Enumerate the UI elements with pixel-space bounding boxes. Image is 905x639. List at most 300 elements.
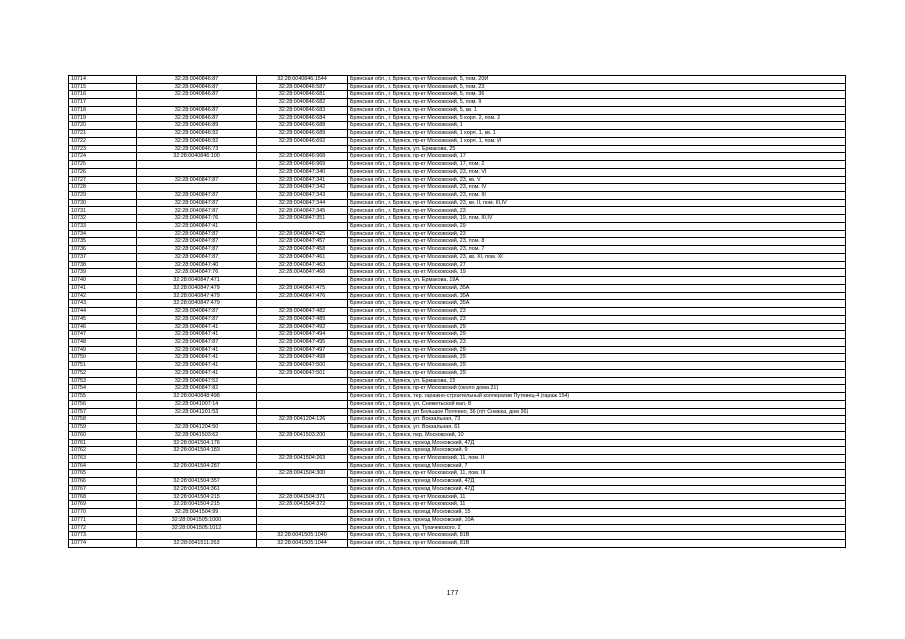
address-cell: Брянская обл., г. Брянск, пр-кт Московский, 5, пом. 20И [348,76,846,84]
table-row [69,509,846,517]
address-cell: Брянская обл., г. Брянск, ул. Вокзальная, 73 [348,416,846,424]
row-number-cell: 10766 [69,478,137,486]
table-row [69,176,846,184]
land-cadastral-number-cell: 32:28:0040847:479 [137,284,257,292]
land-cadastral-number-cell: 32:28:0041504:215 [137,501,257,509]
table-row [69,207,846,215]
row-number-cell: 10715 [69,83,137,91]
land-cadastral-number-cell: 32:28:0040847:41 [137,362,257,370]
object-cadastral-number-cell: 32:28:0040847:500 [257,362,348,370]
address-cell: Брянская обл., г. Брянск, тер. гаражно-строительный кооператив Путевец-4 (гараж 154) [348,393,846,401]
row-number-cell: 10727 [69,176,137,184]
table-row [69,331,846,339]
land-cadastral-number-cell: 32:28:0040847:76 [137,215,257,223]
object-cadastral-number-cell: 32:28:0041204:126 [257,416,348,424]
address-cell: Брянская обл., г. Брянск, пр-кт Московский, 23, пом. 8 [348,238,846,246]
land-cadastral-number-cell: 32:28:0041504:176 [137,439,257,447]
land-cadastral-number-cell [137,184,257,192]
land-cadastral-number-cell: 32:28:0040847:41 [137,222,257,230]
table-row [69,385,846,393]
table-row [69,161,846,169]
land-cadastral-number-cell: 32:28:0040846:87 [137,114,257,122]
land-cadastral-number-cell: 32:28:0040847:87 [137,192,257,200]
row-number-cell: 10755 [69,393,137,401]
page-number: 177 [446,590,459,597]
row-number-cell: 10769 [69,501,137,509]
land-cadastral-number-cell [137,470,257,478]
address-cell: Брянская обл., г. Брянск, пр-кт Московский, 17, пом. 2 [348,161,846,169]
object-cadastral-number-cell: 32:28:0040847:343 [257,192,348,200]
address-cell: Брянская обл., г. Брянск, пр-кт Московский, 5, пом. 36 [348,91,846,99]
land-cadastral-number-cell: 32:28:0040847:87 [137,253,257,261]
table-row [69,277,846,285]
address-cell: Брянская обл., г. Брянск, ул. Снежетьской вал, 8 [348,400,846,408]
object-cadastral-number-cell [257,424,348,432]
address-cell: Брянская обл., г. Брянск, ул. Ермакова, 25 [348,145,846,153]
object-cadastral-number-cell: 32:28:0040846:689 [257,130,348,138]
table-row [69,362,846,370]
object-cadastral-number-cell: 32:28:0040847:458 [257,246,348,254]
land-cadastral-number-cell [137,416,257,424]
table-row [69,192,846,200]
object-cadastral-number-cell [257,377,348,385]
address-cell: Брянская обл., г. Брянск, проезд Московский, 47Д [348,485,846,493]
address-cell: Брянская обл., г. Брянск, пр-кт Московский, 27 [348,261,846,269]
table-row [69,145,846,153]
address-cell: Брянская обл., г. Брянск, пр-кт Московский, 11 [348,501,846,509]
address-cell: Брянская обл., г. Брянск, пр-кт Московский, 23, пом. IV [348,184,846,192]
land-cadastral-number-cell: 32:28:0040846:100 [137,153,257,161]
row-number-cell: 10731 [69,207,137,215]
address-cell: Брянская обл., г. Брянск, пр-кт Московский, 23, кв. II, пом. III,IV [348,199,846,207]
table-row [69,400,846,408]
object-cadastral-number-cell: 32:28:0040846:683 [257,106,348,114]
land-cadastral-number-cell: 32:28:0040847:41 [137,346,257,354]
row-number-cell: 10722 [69,137,137,145]
row-number-cell: 10740 [69,277,137,285]
row-number-cell: 10749 [69,346,137,354]
object-cadastral-number-cell [257,462,348,470]
row-number-cell: 10730 [69,199,137,207]
address-cell: Брянская обл., г. Брянск, ул. Ермакова, 19А [348,277,846,285]
table-row [69,346,846,354]
table-row [69,284,846,292]
address-cell: Брянская обл., г. Брянск, пр-кт Московский, 29 [348,354,846,362]
address-cell: Брянская обл., г. Брянск, пр-кт Московский, 5, пом. 23 [348,83,846,91]
object-cadastral-number-cell [257,478,348,486]
table-row [69,393,846,401]
row-number-cell: 10772 [69,524,137,532]
object-cadastral-number-cell: 32:28:0040846:681 [257,91,348,99]
object-cadastral-number-cell [257,509,348,517]
row-number-cell: 10728 [69,184,137,192]
land-cadastral-number-cell: 32:28:0041201:53 [137,408,257,416]
address-cell: Брянская обл., г. Брянск, пр-кт Московский, 11, пом. III [348,470,846,478]
row-number-cell: 10717 [69,99,137,107]
land-cadastral-number-cell: 32:28:0040847:87 [137,176,257,184]
row-number-cell: 10753 [69,377,137,385]
address-cell: Брянская обл., г. Брянск, пр-кт Московский, 23 [348,207,846,215]
row-number-cell: 10751 [69,362,137,370]
object-cadastral-number-cell: 32:28:0041505:1044 [257,540,348,548]
object-cadastral-number-cell: 32:28:0040847:425 [257,230,348,238]
land-cadastral-number-cell: 32:28:0040847:479 [137,300,257,308]
row-number-cell: 10771 [69,516,137,524]
row-number-cell: 10746 [69,323,137,331]
row-number-cell: 10726 [69,168,137,176]
object-cadastral-number-cell: 32:28:0040847:466 [257,269,348,277]
table-row [69,300,846,308]
address-cell: Брянская обл., г. Брянск, пр-кт Московский, 23, пом. VI [348,168,846,176]
row-number-cell: 10770 [69,509,137,517]
address-cell: Брянская обл., г. Брянск, пр-кт Московский, 19 [348,269,846,277]
address-cell: Брянская обл., г. Брянск, пр-кт Московский, 29 [348,362,846,370]
object-cadastral-number-cell [257,277,348,285]
land-cadastral-number-cell: 32:28:0041504:215 [137,493,257,501]
object-cadastral-number-cell: 32:28:0040847:476 [257,292,348,300]
row-number-cell: 10720 [69,122,137,130]
row-number-cell: 10721 [69,130,137,138]
land-cadastral-number-cell: 32:28:0040847:87 [137,230,257,238]
land-cadastral-number-cell: 32:28:0040847:40 [137,261,257,269]
table-row [69,114,846,122]
row-number-cell: 10756 [69,400,137,408]
object-cadastral-number-cell [257,524,348,532]
address-cell: Брянская обл., г. Брянск, пр-кт Московский, 81В [348,532,846,540]
table-row [69,501,846,509]
object-cadastral-number-cell: 32:28:0040847:344 [257,199,348,207]
object-cadastral-number-cell: 32:28:0040847:475 [257,284,348,292]
object-cadastral-number-cell [257,145,348,153]
land-cadastral-number-cell: 32:28:0040847:41 [137,354,257,362]
table-row [69,261,846,269]
table-row [69,439,846,447]
land-cadastral-number-cell: 32:28:0040846:92 [137,137,257,145]
object-cadastral-number-cell [257,300,348,308]
table-row [69,416,846,424]
land-cadastral-number-cell: 32:28:0041505:1012 [137,524,257,532]
address-cell: Брянская обл., г. Брянск, пр-кт Московский, 23 [348,230,846,238]
row-number-cell: 10764 [69,462,137,470]
land-cadastral-number-cell: 32:28:0041504:287 [137,462,257,470]
address-cell: Брянская обл., г. Брянск, пр-кт Московский, 11 [348,493,846,501]
row-number-cell: 10718 [69,106,137,114]
address-cell: Брянская обл., г. Брянск, пр-кт Московский, 29 [348,369,846,377]
address-cell: Брянская обл., г. Брянск, ул. Вокзальная, 61 [348,424,846,432]
row-number-cell: 10738 [69,261,137,269]
land-cadastral-number-cell: 32:28:0040847:41 [137,331,257,339]
row-number-cell: 10765 [69,470,137,478]
row-number-cell: 10767 [69,485,137,493]
land-cadastral-number-cell: 32:28:0040846:89 [137,122,257,130]
object-cadastral-number-cell [257,516,348,524]
land-cadastral-number-cell: 32:28:0040847:41 [137,323,257,331]
row-number-cell: 10762 [69,447,137,455]
table-row [69,315,846,323]
table-row [69,532,846,540]
land-cadastral-number-cell: 32:28:0041204:50 [137,424,257,432]
object-cadastral-number-cell: 32:28:0040846:692 [257,137,348,145]
row-number-cell: 10773 [69,532,137,540]
row-number-cell: 10747 [69,331,137,339]
land-cadastral-number-cell: 32:28:0040846:92 [137,130,257,138]
row-number-cell: 10736 [69,246,137,254]
table-row [69,230,846,238]
object-cadastral-number-cell: 32:28:0040847:351 [257,215,348,223]
address-cell: Брянская обл., г. Брянск, пр-кт Московский, 29 [348,331,846,339]
land-cadastral-number-cell: 32:28:0040846:87 [137,83,257,91]
object-cadastral-number-cell: 32:28:0040846:684 [257,114,348,122]
row-number-cell: 10748 [69,338,137,346]
table-row [69,122,846,130]
table-row [69,238,846,246]
address-cell: Брянская обл., г. Брянск, пр-кт Московский, 5, кв. 1 [348,106,846,114]
table-row [69,516,846,524]
land-cadastral-number-cell: 32:28:0041504:357 [137,478,257,486]
object-cadastral-number-cell: 32:28:0041504:372 [257,501,348,509]
table-row [69,540,846,548]
address-cell: Брянская обл., г. Брянск, пр-кт Московский, 29 [348,222,846,230]
land-cadastral-number-cell: 32:28:0041504:183 [137,447,257,455]
object-cadastral-number-cell [257,447,348,455]
address-cell: Брянская обл., г. Брянск, пр-кт Московский, 1 корп. 1, кв. 1 [348,130,846,138]
address-cell: Брянская обл., г. Брянск, проезд Московский, 15 [348,509,846,517]
row-number-cell: 10752 [69,369,137,377]
land-cadastral-number-cell: 32:28:0041007:14 [137,400,257,408]
table-row [69,292,846,300]
object-cadastral-number-cell: 32:28:0040847:482 [257,308,348,316]
address-cell: Брянская обл., г. Брянск, проезд Московский, 9 [348,447,846,455]
land-cadastral-number-cell: 32:28:0041504:99 [137,509,257,517]
address-cell: Брянская обл., г. Брянск, пр-кт Московский, 23, пом. III [348,192,846,200]
address-cell: Брянская обл., г. Брянск, ул. Тухачевского, 2 [348,524,846,532]
table-row [69,323,846,331]
object-cadastral-number-cell: 32:28:0040847:345 [257,207,348,215]
row-number-cell: 10768 [69,493,137,501]
table-row [69,369,846,377]
table-row [69,168,846,176]
address-cell: Брянская обл., г. Брянск, проезд Московский, 47Д [348,439,846,447]
address-cell: Брянская обл., г. Брянск, пр-кт Московский, 5, пом. II [348,99,846,107]
object-cadastral-number-cell [257,400,348,408]
table-row [69,354,846,362]
land-cadastral-number-cell: 32:28:0040847:76 [137,269,257,277]
row-number-cell: 10745 [69,315,137,323]
land-cadastral-number-cell: 32:28:0040846:87 [137,106,257,114]
object-cadastral-number-cell: 32:28:0040847:457 [257,238,348,246]
row-number-cell: 10724 [69,153,137,161]
object-cadastral-number-cell: 32:28:0040847:340 [257,168,348,176]
table-row [69,253,846,261]
table-row [69,338,846,346]
cadastral-table [68,75,846,548]
object-cadastral-number-cell: 32:28:0040847:341 [257,176,348,184]
row-number-cell: 10763 [69,454,137,462]
table-row [69,199,846,207]
object-cadastral-number-cell: 32:28:0040846:968 [257,153,348,161]
row-number-cell: 10719 [69,114,137,122]
table-row [69,130,846,138]
table-row [69,222,846,230]
row-number-cell: 10743 [69,300,137,308]
row-number-cell: 10742 [69,292,137,300]
land-cadastral-number-cell: 32:28:0040847:471 [137,277,257,285]
row-number-cell: 10761 [69,439,137,447]
address-cell: Брянская обл., г. Брянск, рп Большое Полпино, 36 (п/т Снежка, дом 36) [348,408,846,416]
address-cell: Брянская обл., г. Брянск, пр-кт Московский (около дома 21) [348,385,846,393]
address-cell: Брянская обл., г. Брянск, пр-кт Московский, 23 [348,315,846,323]
object-cadastral-number-cell: 32:28:0040847:495 [257,338,348,346]
row-number-cell: 10750 [69,354,137,362]
land-cadastral-number-cell: 32:28:0041505:1000 [137,516,257,524]
land-cadastral-number-cell: 32:28:0040847:82 [137,385,257,393]
land-cadastral-number-cell [137,168,257,176]
land-cadastral-number-cell: 32:28:0040846:73 [137,145,257,153]
address-cell: Брянская обл., г. Брянск, пр-кт Московский, 35А [348,284,846,292]
object-cadastral-number-cell: 32:28:0041504:371 [257,493,348,501]
address-cell: Брянская обл., г. Брянск, пр-кт Московский, 1 корп. 1, пом. И [348,137,846,145]
row-number-cell: 10735 [69,238,137,246]
row-number-cell: 10757 [69,408,137,416]
table-row [69,408,846,416]
table-row [69,478,846,486]
land-cadastral-number-cell: 32:28:0040847:87 [137,315,257,323]
object-cadastral-number-cell [257,393,348,401]
object-cadastral-number-cell [257,385,348,393]
address-cell: Брянская обл., г. Брянск, пр-кт Московский, 35А [348,300,846,308]
land-cadastral-number-cell: 32:28:0040847:87 [137,238,257,246]
address-cell: Брянская обл., г. Брянск, пр-кт Московский, 17 [348,153,846,161]
object-cadastral-number-cell: 32:28:0040846:587 [257,83,348,91]
object-cadastral-number-cell: 32:28:0040846:969 [257,161,348,169]
address-cell: Брянская обл., г. Брянск, пр-кт Московский, 29 [348,323,846,331]
table-row [69,91,846,99]
table-row [69,99,846,107]
object-cadastral-number-cell: 32:28:0041504:263 [257,454,348,462]
object-cadastral-number-cell: 32:28:0040847:501 [257,369,348,377]
land-cadastral-number-cell: 32:28:0040847:87 [137,338,257,346]
address-cell: Брянская обл., г. Брянск, пр-кт Московский, 23 [348,338,846,346]
row-number-cell: 10729 [69,192,137,200]
object-cadastral-number-cell: 32:28:0040846:688 [257,122,348,130]
address-cell: Брянская обл., г. Брянск, проезд Московский, 47Д [348,478,846,486]
land-cadastral-number-cell: 32:28:0040847:479 [137,292,257,300]
row-number-cell: 10759 [69,424,137,432]
address-cell: Брянская обл., г. Брянск, пер. Московский, 10 [348,431,846,439]
land-cadastral-number-cell [137,532,257,540]
table-row [69,377,846,385]
object-cadastral-number-cell: 32:28:0040847:494 [257,331,348,339]
row-number-cell: 10739 [69,269,137,277]
address-cell: Брянская обл., г. Брянск, пр-кт Московский, 81В [348,540,846,548]
table-row [69,462,846,470]
row-number-cell: 10716 [69,91,137,99]
row-number-cell: 10725 [69,161,137,169]
land-cadastral-number-cell [137,454,257,462]
address-cell: Брянская обл., г. Брянск, пр-кт Московский, 11, пом. II [348,454,846,462]
table-row [69,470,846,478]
object-cadastral-number-cell: 32:28:0040847:461 [257,253,348,261]
address-cell: Брянская обл., г. Брянск, пр-кт Московский, 23, кв. V [348,176,846,184]
land-cadastral-number-cell: 32:28:0041503:62 [137,431,257,439]
land-cadastral-number-cell: 32:28:0040846:87 [137,91,257,99]
row-number-cell: 10723 [69,145,137,153]
address-cell: Брянская обл., г. Брянск, пр-кт Московский, 23 [348,308,846,316]
address-cell: Брянская обл., г. Брянск, пр-кт Московский, 5 корп. 2, пом. 2 [348,114,846,122]
table-row [69,454,846,462]
table-row [69,184,846,192]
row-number-cell: 10754 [69,385,137,393]
land-cadastral-number-cell: 32:28:0040848:498 [137,393,257,401]
address-cell: Брянская обл., г. Брянск, проезд Московский, 10А [348,516,846,524]
table-row [69,106,846,114]
object-cadastral-number-cell [257,485,348,493]
row-number-cell: 10732 [69,215,137,223]
table-row [69,76,846,84]
row-number-cell: 10774 [69,540,137,548]
table-row [69,493,846,501]
object-cadastral-number-cell: 32:28:0040847:492 [257,323,348,331]
land-cadastral-number-cell: 32:28:0041504:361 [137,485,257,493]
row-number-cell: 10758 [69,416,137,424]
land-cadastral-number-cell: 32:28:0041511:263 [137,540,257,548]
land-cadastral-number-cell: 32:28:0040847:87 [137,308,257,316]
table-row [69,246,846,254]
table-row [69,215,846,223]
table-row [69,137,846,145]
object-cadastral-number-cell: 32:28:0040847:489 [257,315,348,323]
address-cell: Брянская обл., г. Брянск, проезд Московский, 7 [348,462,846,470]
address-cell: Брянская обл., г. Брянск, пр-кт Московский, 29 [348,346,846,354]
land-cadastral-number-cell [137,99,257,107]
address-cell: Брянская обл., г. Брянск, пр-кт Московский, 1 [348,122,846,130]
object-cadastral-number-cell: 32:28:0040846:1544 [257,76,348,84]
table-row [69,485,846,493]
object-cadastral-number-cell [257,222,348,230]
table-row [69,308,846,316]
row-number-cell: 10737 [69,253,137,261]
object-cadastral-number-cell [257,408,348,416]
row-number-cell: 10714 [69,76,137,84]
table-row [69,269,846,277]
table-body [69,76,846,548]
land-cadastral-number-cell: 32:28:0040847:41 [137,369,257,377]
address-cell: Брянская обл., г. Брянск, пр-кт Московский, 19, пом. III,IV [348,215,846,223]
table-row [69,524,846,532]
address-cell: Брянская обл., г. Брянск, пр-кт Московский, 35А [348,292,846,300]
object-cadastral-number-cell: 32:28:0040846:682 [257,99,348,107]
land-cadastral-number-cell: 32:28:0040847:52 [137,377,257,385]
table-row [69,447,846,455]
object-cadastral-number-cell: 32:28:0041505:1040 [257,532,348,540]
object-cadastral-number-cell: 32:28:0040847:498 [257,354,348,362]
object-cadastral-number-cell: 32:28:0040847:342 [257,184,348,192]
object-cadastral-number-cell: 32:28:0040847:497 [257,346,348,354]
table-row [69,431,846,439]
table-row [69,83,846,91]
land-cadastral-number-cell: 32:28:0040847:87 [137,207,257,215]
object-cadastral-number-cell: 32:28:0041504:300 [257,470,348,478]
row-number-cell: 10734 [69,230,137,238]
row-number-cell: 10744 [69,308,137,316]
land-cadastral-number-cell [137,161,257,169]
object-cadastral-number-cell [257,439,348,447]
land-cadastral-number-cell: 32:28:0040846:87 [137,76,257,84]
table-row [69,153,846,161]
row-number-cell: 10760 [69,431,137,439]
object-cadastral-number-cell: 32:28:0041503:200 [257,431,348,439]
address-cell: Брянская обл., г. Брянск, ул. Ермакова, 15 [348,377,846,385]
